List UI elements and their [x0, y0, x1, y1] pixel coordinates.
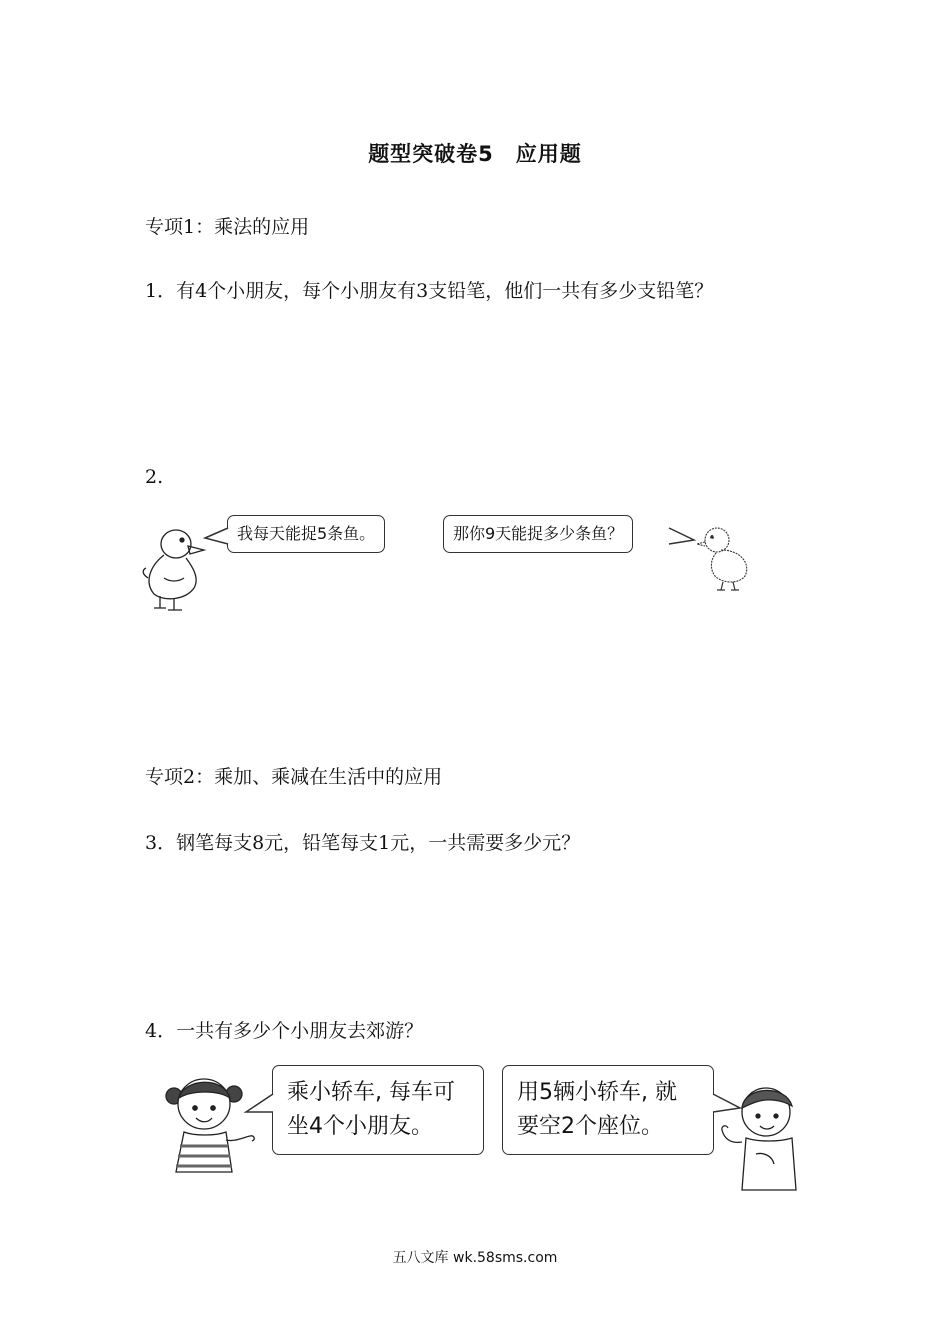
girl-bubble-line-2: 坐4个小朋友。	[287, 1114, 433, 1139]
chick-speech-bubble: 那你9天能捉多少条鱼？	[443, 515, 633, 553]
boy-illustration	[716, 1082, 806, 1192]
duck-speech-bubble: 我每天能捉5条鱼。	[227, 515, 385, 553]
bubble-tail-left	[203, 526, 229, 546]
section1-heading: 专项1：乘法的应用	[145, 216, 310, 238]
question-2-number: 2.	[145, 466, 164, 488]
chick-illustration	[695, 524, 753, 592]
boy-bubble-line-1: 用5辆小轿车, 就	[517, 1080, 677, 1105]
footer-watermark: 五八文库 wk.58sms.com	[392, 1250, 558, 1266]
bubble-tail-girl	[244, 1092, 274, 1116]
section2-heading: 专项2：乘加、乘减在生活中的应用	[145, 766, 443, 788]
question-3: 3．钢笔每支8元，铅笔每支1元，一共需要多少元？	[145, 832, 581, 854]
question-4: 4．一共有多少个小朋友去郊游？	[145, 1020, 424, 1042]
girl-illustration	[164, 1070, 256, 1172]
girl-speech-bubble	[272, 1065, 484, 1155]
question-1: 1．有4个小朋友，每个小朋友有3支铅笔，他们一共有多少支铅笔？	[145, 280, 714, 302]
boy-bubble-line-2: 要空2个座位。	[517, 1114, 663, 1139]
page-title: 题型突破卷5 应用题	[368, 142, 582, 166]
girl-bubble-line-1: 乘小轿车, 每车可	[287, 1080, 455, 1105]
duck-illustration	[140, 522, 210, 614]
boy-speech-bubble	[502, 1065, 714, 1155]
bubble-tail-right	[668, 526, 696, 546]
